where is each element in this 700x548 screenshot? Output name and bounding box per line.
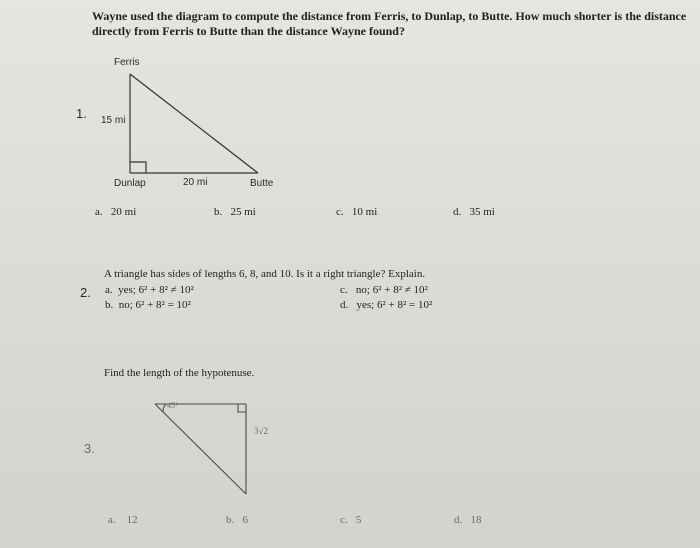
q1-option-b[interactable] <box>214 206 256 218</box>
q1-label-dunlap: Dunlap <box>114 178 146 189</box>
q3-angle-arc <box>163 404 166 412</box>
option-text: 35 mi <box>469 206 495 218</box>
q3-number: 3. <box>84 441 95 456</box>
q1-label-base: 20 mi <box>183 177 208 188</box>
q1-label-butte: Butte <box>250 178 274 189</box>
q1-number: 1. <box>76 106 87 121</box>
q1-right-angle-mark <box>130 162 146 173</box>
q3-angle-label: 45° <box>167 401 179 410</box>
q3-option-d[interactable] <box>454 514 482 526</box>
q1-prompt: Wayne used the diagram to compute the distance from Ferris, to Dunlap, to Butte. How much shorter is the distance directly from Ferris to Butte than the distance Wayne found? <box>92 9 687 38</box>
option-text: 18 <box>470 514 482 526</box>
q1-option-d[interactable] <box>453 206 495 218</box>
q1-label-side: 15 mi <box>101 115 126 126</box>
q1-hypotenuse <box>130 74 258 173</box>
option-text: 20 mi <box>110 206 137 218</box>
option-letter: b. <box>226 514 235 526</box>
q3-triangle-diagram <box>155 404 246 494</box>
option-letter: b. <box>214 206 223 218</box>
q1-option-a[interactable] <box>95 206 136 218</box>
q2-number: 2. <box>80 285 91 300</box>
q2-option-a[interactable] <box>105 284 194 296</box>
option-text: 10 mi <box>351 206 378 218</box>
option-text: yes; 6² + 8² ≠ 10² <box>118 284 194 296</box>
q2-option-d[interactable] <box>340 299 432 311</box>
q3-side-label: 3√2 <box>254 426 268 436</box>
option-text: 6 <box>242 514 248 526</box>
option-letter: c. <box>340 284 348 296</box>
option-letter: b. <box>105 299 114 311</box>
q2-option-c[interactable] <box>340 284 428 296</box>
q3-option-b[interactable] <box>226 514 248 526</box>
q3-prompt: Find the length of the hypotenuse. <box>104 367 255 379</box>
option-letter: c. <box>340 514 348 526</box>
option-text: yes; 6² + 8² = 10² <box>356 299 433 311</box>
q2-prompt: A triangle has sides of lengths 6, 8, and 10. Is it a right triangle? Explain. <box>104 268 426 280</box>
option-letter: a. <box>95 206 103 218</box>
q1-option-c[interactable] <box>336 206 377 218</box>
option-text: 25 mi <box>230 206 256 218</box>
q2-option-b[interactable] <box>105 299 191 311</box>
option-letter: a. <box>108 514 116 526</box>
q3-right-angle-mark <box>238 404 246 412</box>
option-letter: d. <box>340 299 349 311</box>
q1-label-ferris: Ferris <box>114 57 140 68</box>
option-letter: d. <box>454 514 463 526</box>
option-letter: c. <box>336 206 344 218</box>
q3-option-c[interactable] <box>340 514 361 526</box>
q3-hypotenuse <box>155 404 246 494</box>
q1-triangle-diagram <box>130 74 258 173</box>
option-text: 12 <box>126 514 138 526</box>
option-text: no; 6² + 8² ≠ 10² <box>355 284 428 296</box>
option-letter: a. <box>105 284 113 296</box>
option-letter: d. <box>453 206 462 218</box>
option-text: no; 6² + 8² = 10² <box>118 299 191 311</box>
option-text: 5 <box>355 514 362 526</box>
q3-option-a[interactable] <box>108 514 138 526</box>
